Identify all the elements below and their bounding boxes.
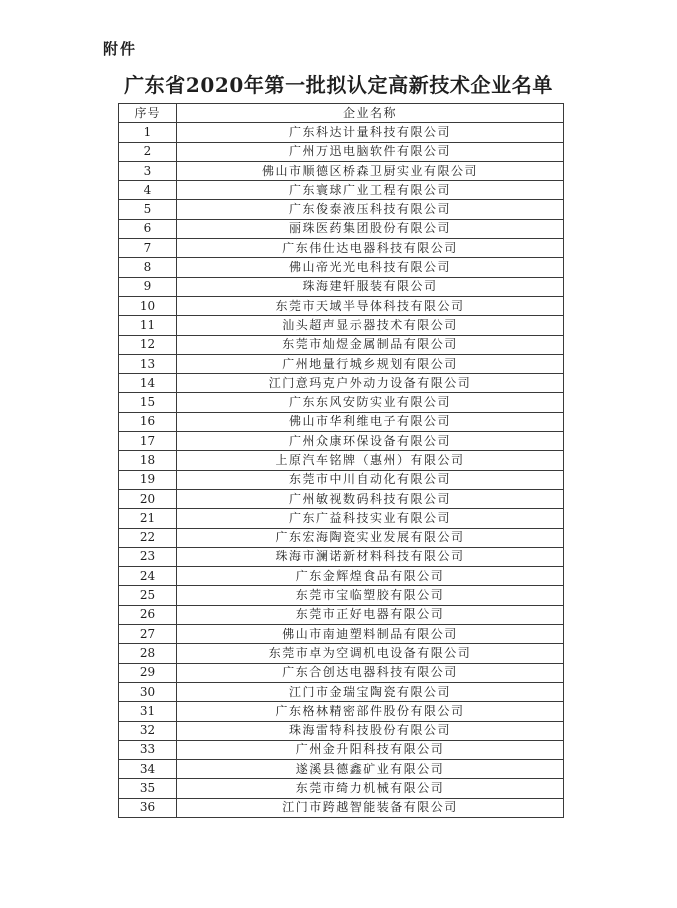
row-serial-number: 31 <box>119 702 177 721</box>
row-company-name: 广州金升阳科技有限公司 <box>177 740 564 759</box>
row-serial-number: 33 <box>119 740 177 759</box>
row-company-name: 佛山市南迪塑料制品有限公司 <box>177 625 564 644</box>
table-row <box>119 682 564 701</box>
row-serial-number: 6 <box>119 219 177 238</box>
row-company-name: 汕头超声显示器技术有限公司 <box>177 316 564 335</box>
company-table <box>118 103 564 818</box>
row-serial-number: 34 <box>119 760 177 779</box>
row-company-name: 广东广益科技实业有限公司 <box>177 509 564 528</box>
table-row <box>119 721 564 740</box>
row-company-name: 广州众康环保设备有限公司 <box>177 432 564 451</box>
row-serial-number: 25 <box>119 586 177 605</box>
row-company-name: 上原汽车铭牌（惠州）有限公司 <box>177 451 564 470</box>
row-serial-number: 35 <box>119 779 177 798</box>
row-company-name: 广州地量行城乡规划有限公司 <box>177 354 564 373</box>
row-company-name: 广东格林精密部件股份有限公司 <box>177 702 564 721</box>
row-serial-number: 3 <box>119 161 177 180</box>
row-company-name: 东莞市天域半导体科技有限公司 <box>177 296 564 315</box>
row-company-name: 江门市金瑞宝陶瓷有限公司 <box>177 682 564 701</box>
table-row <box>119 432 564 451</box>
row-company-name: 广州敏视数码科技有限公司 <box>177 489 564 508</box>
table-row <box>119 296 564 315</box>
row-company-name: 珠海建轩服装有限公司 <box>177 277 564 296</box>
table-row <box>119 470 564 489</box>
table-row <box>119 258 564 277</box>
row-company-name: 珠海雷特科技股份有限公司 <box>177 721 564 740</box>
row-serial-number: 20 <box>119 489 177 508</box>
table-row <box>119 451 564 470</box>
row-company-name: 江门意玛克户外动力设备有限公司 <box>177 374 564 393</box>
table-row <box>119 316 564 335</box>
table-row <box>119 663 564 682</box>
table-row <box>119 547 564 566</box>
row-serial-number: 24 <box>119 567 177 586</box>
row-serial-number: 8 <box>119 258 177 277</box>
table-row <box>119 412 564 431</box>
row-company-name: 佛山帝光光电科技有限公司 <box>177 258 564 277</box>
attachment-label: 附件 <box>103 40 138 58</box>
row-company-name: 东莞市灿煜金属制品有限公司 <box>177 335 564 354</box>
table-row <box>119 123 564 142</box>
row-company-name: 江门市跨越智能装备有限公司 <box>177 798 564 817</box>
table-row <box>119 181 564 200</box>
header-company-name: 企业名称 <box>177 104 564 123</box>
row-company-name: 广东合创达电器科技有限公司 <box>177 663 564 682</box>
table-row <box>119 702 564 721</box>
row-serial-number: 11 <box>119 316 177 335</box>
row-serial-number: 5 <box>119 200 177 219</box>
table-row <box>119 798 564 817</box>
table-row <box>119 354 564 373</box>
table-row <box>119 489 564 508</box>
company-table-body <box>119 104 564 818</box>
row-serial-number: 28 <box>119 644 177 663</box>
table-row <box>119 586 564 605</box>
table-row <box>119 740 564 759</box>
row-company-name: 广东东风安防实业有限公司 <box>177 393 564 412</box>
row-serial-number: 4 <box>119 181 177 200</box>
table-row <box>119 374 564 393</box>
row-serial-number: 22 <box>119 528 177 547</box>
row-company-name: 广东俊泰液压科技有限公司 <box>177 200 564 219</box>
row-company-name: 东莞市卓为空调机电设备有限公司 <box>177 644 564 663</box>
row-company-name: 广东伟仕达电器科技有限公司 <box>177 239 564 258</box>
table-row <box>119 335 564 354</box>
table-row <box>119 393 564 412</box>
row-company-name: 广东金辉煌食品有限公司 <box>177 567 564 586</box>
row-company-name: 东莞市中川自动化有限公司 <box>177 470 564 489</box>
row-serial-number: 26 <box>119 605 177 624</box>
row-serial-number: 2 <box>119 142 177 161</box>
table-row <box>119 239 564 258</box>
table-row <box>119 779 564 798</box>
row-serial-number: 29 <box>119 663 177 682</box>
row-company-name: 佛山市顺德区桥森卫厨实业有限公司 <box>177 161 564 180</box>
table-row <box>119 528 564 547</box>
row-company-name: 珠海市澜诺新材料科技有限公司 <box>177 547 564 566</box>
row-serial-number: 7 <box>119 239 177 258</box>
row-serial-number: 17 <box>119 432 177 451</box>
row-serial-number: 13 <box>119 354 177 373</box>
row-company-name: 广东寰球广业工程有限公司 <box>177 181 564 200</box>
row-company-name: 东莞市绮力机械有限公司 <box>177 779 564 798</box>
row-company-name: 东莞市宝临塑胶有限公司 <box>177 586 564 605</box>
row-company-name: 广东宏海陶瓷实业发展有限公司 <box>177 528 564 547</box>
row-company-name: 佛山市华利维电子有限公司 <box>177 412 564 431</box>
row-company-name: 丽珠医药集团股份有限公司 <box>177 219 564 238</box>
row-serial-number: 27 <box>119 625 177 644</box>
row-serial-number: 1 <box>119 123 177 142</box>
row-company-name: 广东科达计量科技有限公司 <box>177 123 564 142</box>
row-serial-number: 23 <box>119 547 177 566</box>
table-row <box>119 509 564 528</box>
row-serial-number: 21 <box>119 509 177 528</box>
header-serial-number: 序号 <box>119 104 177 123</box>
row-serial-number: 9 <box>119 277 177 296</box>
table-row <box>119 161 564 180</box>
row-serial-number: 12 <box>119 335 177 354</box>
table-header-row <box>119 104 564 123</box>
row-serial-number: 15 <box>119 393 177 412</box>
row-serial-number: 30 <box>119 682 177 701</box>
row-company-name: 广州万迅电脑软件有限公司 <box>177 142 564 161</box>
table-row <box>119 200 564 219</box>
table-row <box>119 277 564 296</box>
row-serial-number: 32 <box>119 721 177 740</box>
row-serial-number: 10 <box>119 296 177 315</box>
table-row <box>119 219 564 238</box>
table-row <box>119 567 564 586</box>
row-serial-number: 14 <box>119 374 177 393</box>
row-serial-number: 19 <box>119 470 177 489</box>
table-row <box>119 760 564 779</box>
table-row <box>119 142 564 161</box>
row-company-name: 遂溪县德鑫矿业有限公司 <box>177 760 564 779</box>
row-serial-number: 18 <box>119 451 177 470</box>
table-row <box>119 644 564 663</box>
row-serial-number: 36 <box>119 798 177 817</box>
row-serial-number: 16 <box>119 412 177 431</box>
row-company-name: 东莞市正好电器有限公司 <box>177 605 564 624</box>
table-row <box>119 605 564 624</box>
document-title: 广东省2020年第一批拟认定高新技术企业名单 <box>124 73 553 97</box>
table-row <box>119 625 564 644</box>
